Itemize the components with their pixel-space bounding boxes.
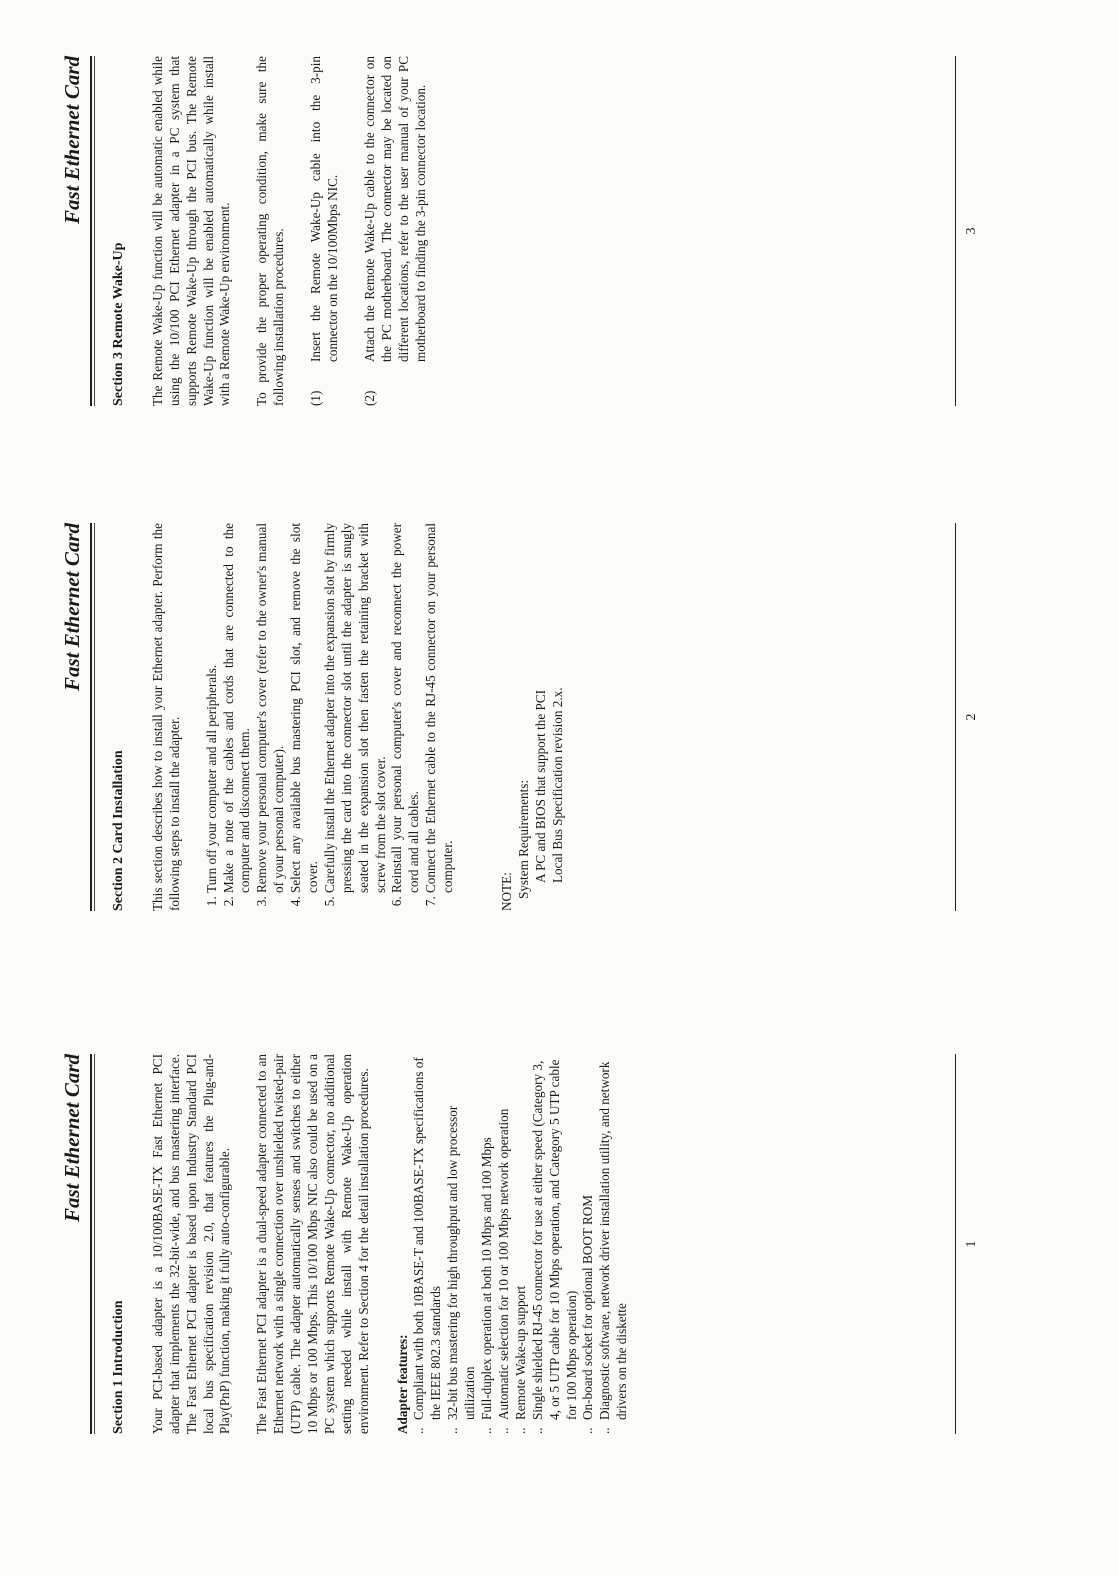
procedure-intro: To provide the proper operating condition, make sure the following installation procedures. <box>254 56 287 406</box>
bullet-marker: .. <box>529 1427 545 1434</box>
step-item: 1. Turn off your computer and all peripherals. <box>204 523 221 893</box>
section-title: Section 2 Card Installation <box>111 750 126 911</box>
features-title: Adapter features: <box>394 1334 410 1434</box>
header-rule-thin <box>94 1054 95 1434</box>
page-2-panel <box>60 523 1060 911</box>
step-item: 4. Select any available bus mastering PCI slot, and remove the slot cover. <box>288 523 322 893</box>
page-number: 2 <box>964 713 979 721</box>
bullet-marker: .. <box>411 1427 427 1434</box>
intro-paragraph: This section describes how to install your Ethernet adapter. Perform the following steps to install the adapter. <box>149 523 182 911</box>
step-item: (2) Attach the Remote Wake-Up cable to the connector on the PC motherboard. The connector may be located on different locations, refer to the user manual of your PC motherboard to finding the 3-pin connector location. <box>361 56 428 406</box>
feature-item: ..Remote Wake-up support <box>512 1285 528 1434</box>
step-item: 5. Carefully install the Ethernet adapter into the expansion slot by firmly pressing the card into the connector slot until the adapter is snugly seated in the expansion slot then fasten the retaining bracket with screw from the slot cover. <box>322 523 390 893</box>
step-item: 2. Make a note of the cables and cords that are connected to the computer and disconnect them. <box>221 523 255 893</box>
bullet-marker: .. <box>512 1427 528 1434</box>
bullet-marker: .. <box>479 1427 495 1434</box>
step-marker: (1) <box>308 390 324 406</box>
footer-rule <box>955 1054 956 1434</box>
page-header: Fast Ethernet Card <box>60 56 84 225</box>
note-block <box>499 523 567 911</box>
header-rule-thin <box>94 56 95 406</box>
step-item: 6. Reinstall your personal computer's cover and reconnect the power cord and all cables. <box>389 523 423 893</box>
feature-item: ..Compliant with both 10BASE-T and 100BASE-TX specifications of the IEEE 802.3 standards <box>411 1057 444 1434</box>
header-rule <box>90 1054 92 1434</box>
feature-item: ..32-bit bus mastering for high throughput and low processor utilization <box>445 1105 478 1434</box>
features-list <box>411 1054 631 1434</box>
wakeup-steps <box>308 56 429 406</box>
page-1-panel <box>60 1054 1060 1434</box>
bullet-marker: .. <box>495 1427 511 1434</box>
page-header: Fast Ethernet Card <box>60 1054 84 1223</box>
step-item: 3. Remove your personal computer's cover (refer to the owner's manual of your personal computer). <box>254 523 288 893</box>
page-1-content <box>110 1054 631 1434</box>
installation-steps <box>204 523 457 911</box>
feature-item: ..Diagnostic software, network driver installation utility, and network drivers on the diskette <box>597 1061 630 1434</box>
system-requirements-text: A PC and BIOS that support the PCI Local Bus Specification revision 2.x. <box>532 687 565 883</box>
description-paragraph: The Fast Ethernet PCI adapter is a dual-speed adapter connected to an Ethernet network with a single connection over unshielded twisted-pair (UTP) cable. The adapter automatically senses and switches to either 10 Mbps or 100 Mbps. This 10/100 Mbps NIC also could be used on a PC system which supports Remote Wake-Up connector, no additional setting needed while install with Remote Wake-Up operation environment. Refer to Section 4 for the detail installation procedures. <box>254 1054 371 1434</box>
bullet-marker: .. <box>580 1427 596 1434</box>
page-3-content <box>110 56 449 406</box>
intro-paragraph: The Remote Wake-Up function will be automatic enabled while using the 10/100 PCI Ethernet adapter in a PC system that supports Remote Wake-Up through the PCI bus. The Remote Wake-Up function will be enabled automatically while install with a Remote Wake-Up environment. <box>149 56 233 406</box>
bullet-marker: .. <box>445 1427 461 1434</box>
step-marker: (2) <box>361 390 377 406</box>
footer-rule <box>955 523 956 911</box>
system-requirements-label: System Requirements: <box>515 779 531 899</box>
feature-item: ..Single shielded RJ-45 connector for use at either speed (Category 3, 4, or 5 UTP cable for 10 Mbps operation, and Category 5 UTP cable for 100 Mbps operation) <box>529 1059 579 1434</box>
page-3-panel <box>60 56 1060 406</box>
page-number: 1 <box>964 1240 979 1248</box>
page-2-content <box>110 523 567 911</box>
header-rule <box>90 523 92 911</box>
feature-item: ..Automatic selection for 10 or 100 Mbps network operation <box>495 1108 511 1434</box>
step-item: (1) Insert the Remote Wake-Up cable into the 3-pin connector on the 10/100Mbps NIC. <box>308 56 341 406</box>
header-rule <box>90 56 92 406</box>
section-title: Section 1 Introduction <box>111 1300 126 1434</box>
page-header: Fast Ethernet Card <box>60 523 84 692</box>
feature-item: ..Full-duplex operation at both 10 Mbps and 100 Mbps <box>479 1137 495 1434</box>
footer-rule <box>955 56 956 406</box>
note-label: NOTE: <box>499 872 515 911</box>
step-item: 7. Connect the Ethernet cable to the RJ-45 connector on your personal computer. <box>423 523 457 893</box>
page-number: 3 <box>964 227 979 235</box>
bullet-marker: .. <box>597 1427 613 1434</box>
header-rule-thin <box>94 523 95 911</box>
feature-item: ..On-board socket for optional BOOT ROM <box>580 1194 596 1434</box>
intro-paragraph: Your PCI-based adapter is a 10/100BASE-TX Fast Ethernet PCI adapter that implements the 32-bit-wide, and bus mastering interface. The Fast Ethernet PCI adapter is based upon Industry Standard PCI local bus specification revision 2.0, that features the Plug-and-Play(PnP) function, making it fully auto-configurable. <box>149 1054 233 1434</box>
section-title: Section 3 Remote Wake-Up <box>111 242 126 406</box>
